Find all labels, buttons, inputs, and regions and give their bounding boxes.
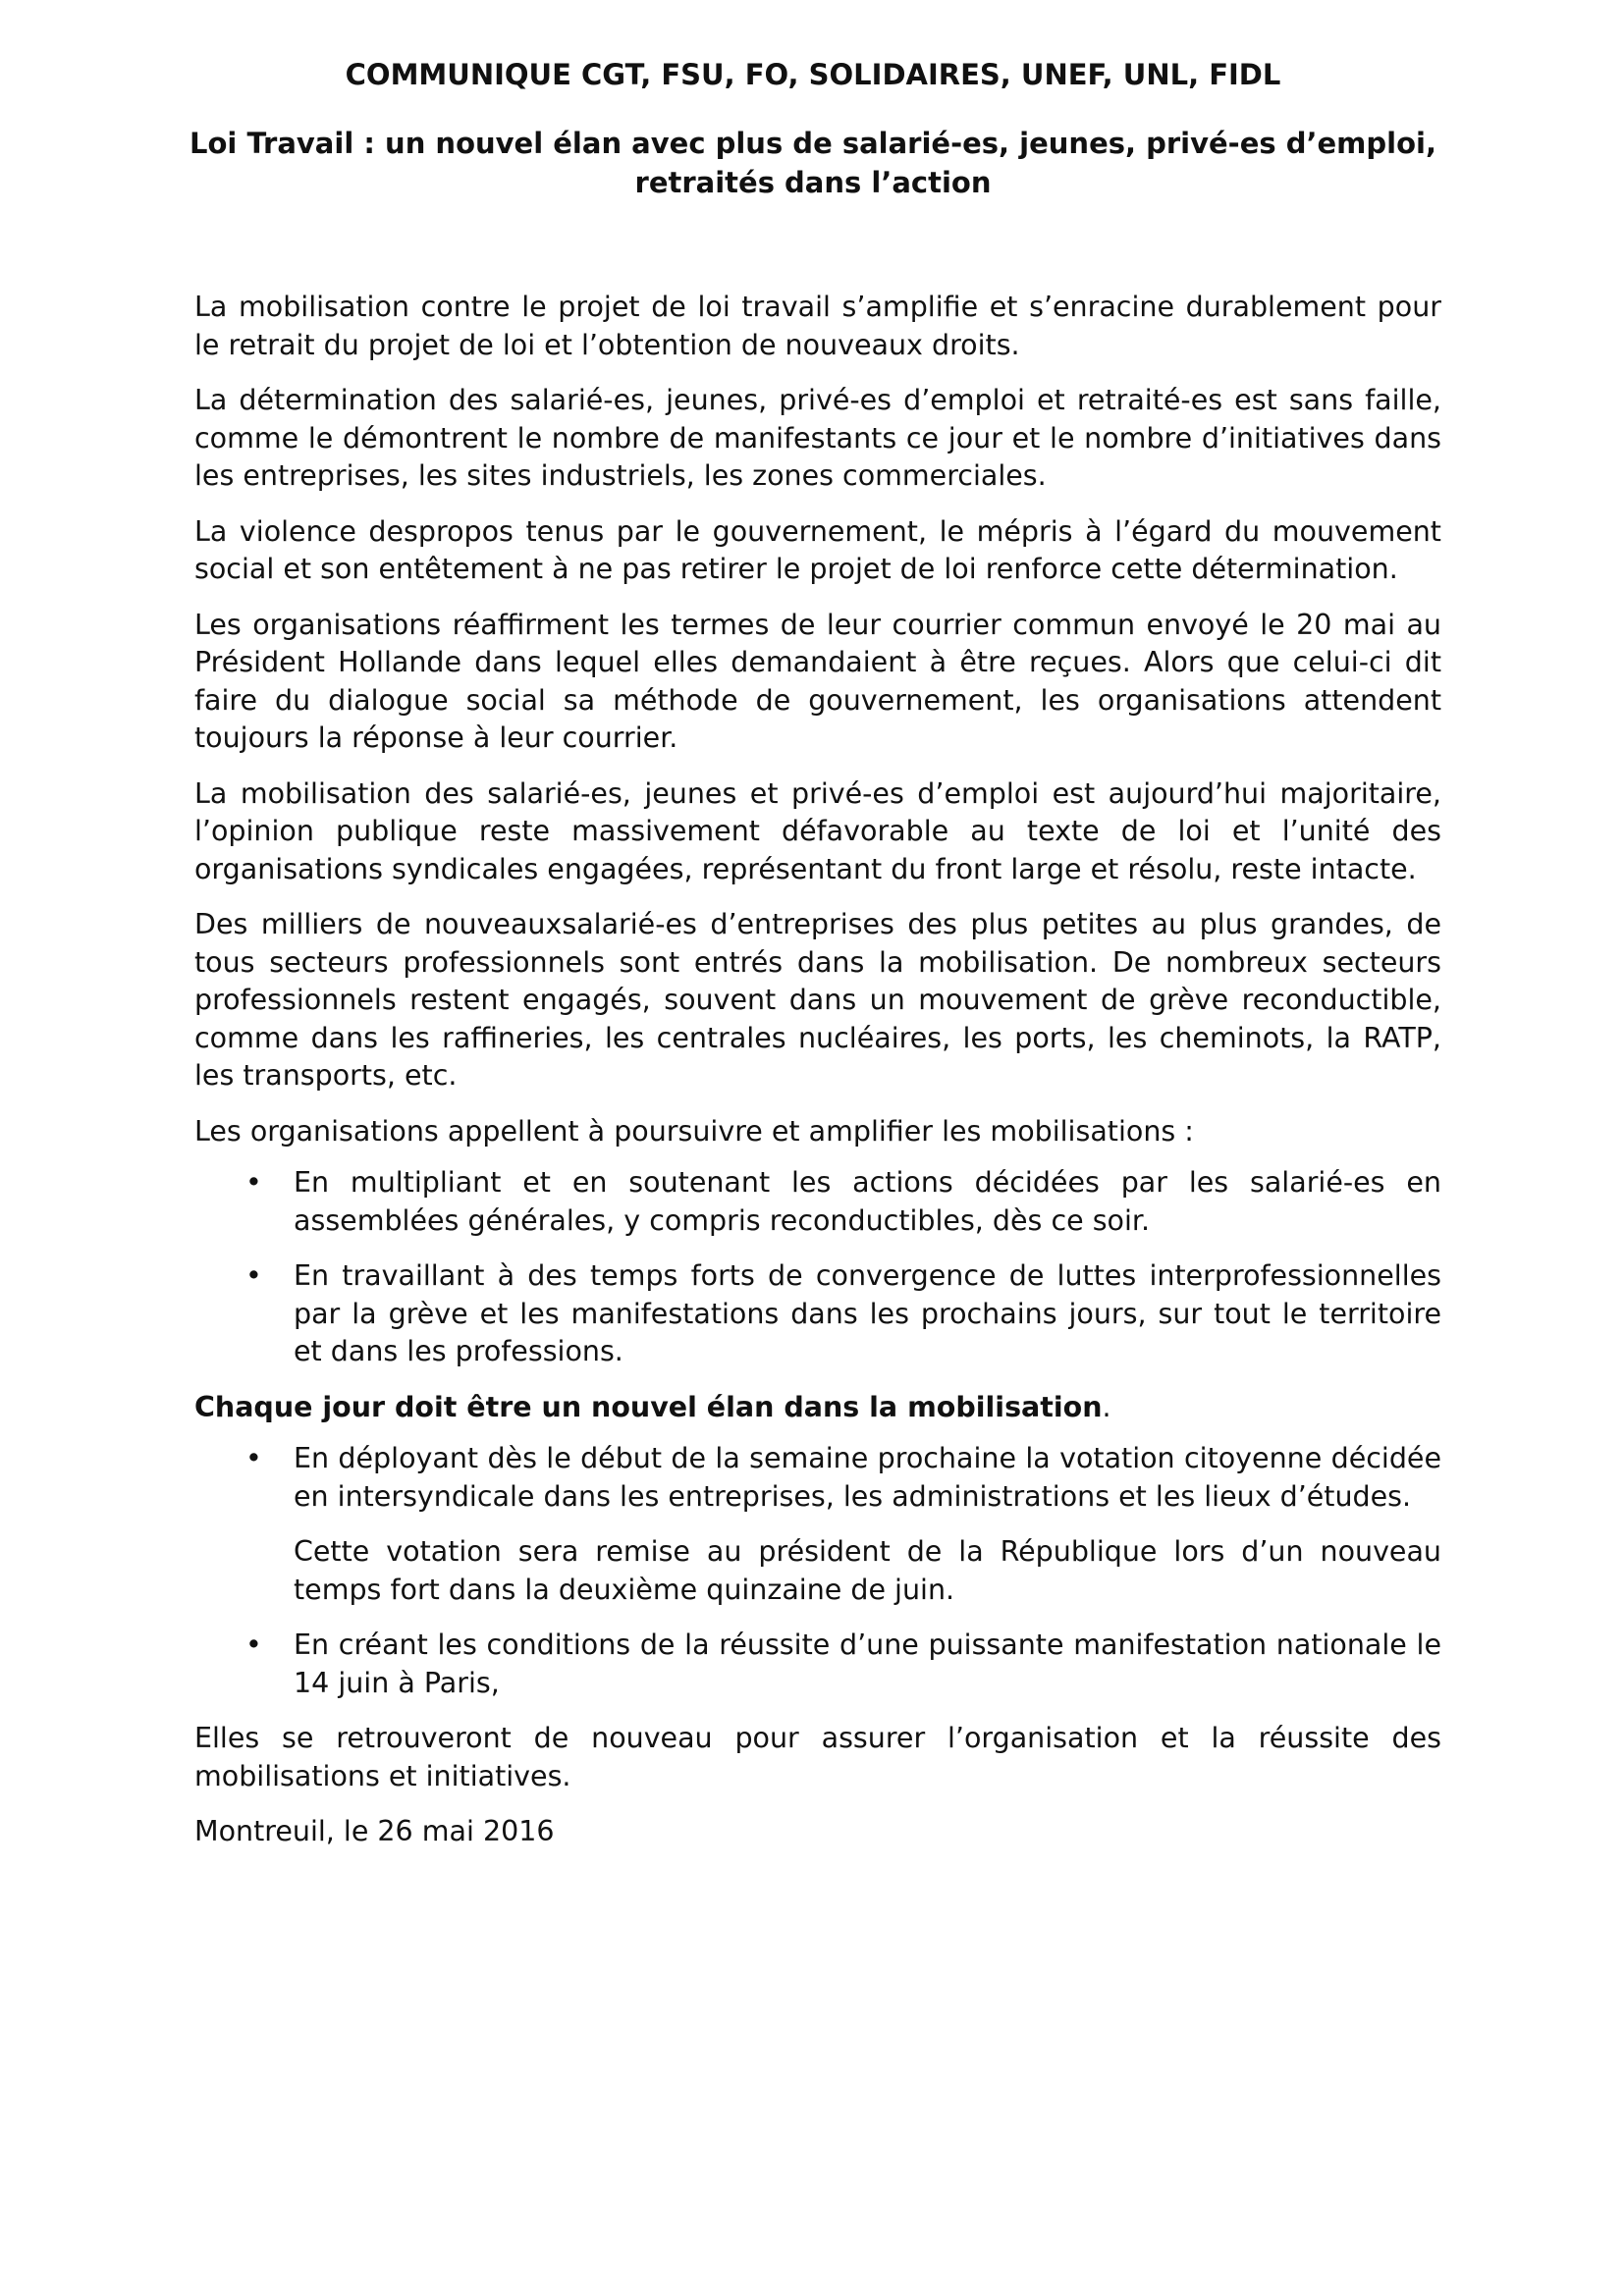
document-header	[187, 55, 1439, 202]
list-item	[194, 1627, 1441, 1702]
list-item	[194, 1440, 1441, 1516]
paragraph-mobilisation: La mobilisation contre le projet de loi travail s’amplifie et s’enracine durablement pour le retrait du projet de loi et l’obtention de nouveaux droits.	[194, 291, 1441, 361]
list-item	[194, 1257, 1441, 1371]
list-item-text: En travaillant à des temps forts de convergence de luttes interprofessionnelles par la grève et les manifestations dans les prochains jours, sur tout le territoire et dans les professions.	[294, 1259, 1441, 1367]
paragraph-chaque-jour	[194, 1389, 1441, 1427]
paragraph-votation: Cette votation sera remise au président de la République lors d’un nouveau temps fort dans la deuxième quinzaine de juin.	[294, 1535, 1441, 1606]
paragraph-majoritaire: La mobilisation des salarié-es, jeunes et privé-es d’emploi est aujourd’hui majoritaire, l’opinion publique reste massivement défavorable au texte de loi et l’unité des organisations syndicales engagées, représentant du front large et résolu, reste intacte.	[194, 776, 1441, 885]
communique-title: COMMUNIQUE CGT, FSU, FO, SOLIDAIRES, UNEF, UNL, FIDL	[345, 58, 1281, 91]
list-item-text: En déployant dès le début de la semaine prochaine la votation citoyenne décidée en intersyndicale dans les entreprises, les administrations et les lieux d’études.	[294, 1442, 1441, 1513]
paragraph-courrier: Les organisations réaffirment les termes de leur courrier commun envoyé le 20 mai au Président Hollande dans lequel elles demandaient à être reçues. Alors que celui-ci dit faire du dialogue social sa méthode de gouvernement, les organisations attendent toujours la réponse à leur courrier.	[194, 608, 1441, 754]
bullet-list-actions	[194, 1440, 1441, 1516]
paragraph-appel: Les organisations appellent à poursuivre et amplifier les mobilisations :	[194, 1114, 1194, 1148]
communique-subtitle: Loi Travail : un nouvel élan avec plus de salarié-es, jeunes, privé-es d’emploi, retraités dans l’action	[189, 127, 1436, 199]
bullet-icon: •	[245, 1629, 262, 1661]
bold-statement: Chaque jour doit être un nouvel élan dans la mobilisation	[194, 1390, 1103, 1423]
bullet-icon: •	[245, 1442, 262, 1474]
list-item	[194, 1164, 1441, 1240]
bullet-icon: •	[245, 1166, 262, 1199]
list-item-text: En multipliant et en soutenant les actions décidées par les salarié-es en assemblées générales, y compris reconductibles, dès ce soir.	[294, 1166, 1441, 1237]
document-body	[194, 289, 1441, 1869]
paragraph-determination: La détermination des salarié-es, jeunes, privé-es d’emploi et retraité-es est sans faille, comme le démontrent le nombre de manifestants ce jour et le nombre d’initiatives dans les entreprises, les sites industriels, les zones commerciales.	[194, 384, 1441, 492]
statement-period: .	[1102, 1390, 1111, 1423]
paragraph-secteurs: Des milliers de nouveauxsalarié-es d’entreprises des plus petites au plus grandes, de tous secteurs professionnels sont entrés dans la mobilisation. De nombreux secteurs professionnels restent engagés, souvent dans un mouvement de grève reconductible, comme dans les raffineries, les centrales nucléaires, les ports, les cheminots, la RATP, les transports, etc.	[194, 908, 1441, 1092]
paragraph-violence: La violence despropos tenus par le gouvernement, le mépris à l’égard du mouvement social et son entêtement à ne pas retirer le projet de loi renforce cette détermination.	[194, 514, 1441, 585]
bullet-list-appel	[194, 1164, 1441, 1371]
signature-line: Montreuil, le 26 mai 2016	[194, 1815, 555, 1847]
paragraph-conclusion: Elles se retrouveront de nouveau pour assurer l’organisation et la réussite des mobilisations et initiatives.	[194, 1722, 1441, 1792]
list-item-text: En créant les conditions de la réussite d’une puissante manifestation nationale le 14 juin à Paris,	[294, 1629, 1441, 1699]
bullet-list-manifestation	[194, 1627, 1441, 1702]
bullet-icon: •	[245, 1259, 262, 1292]
